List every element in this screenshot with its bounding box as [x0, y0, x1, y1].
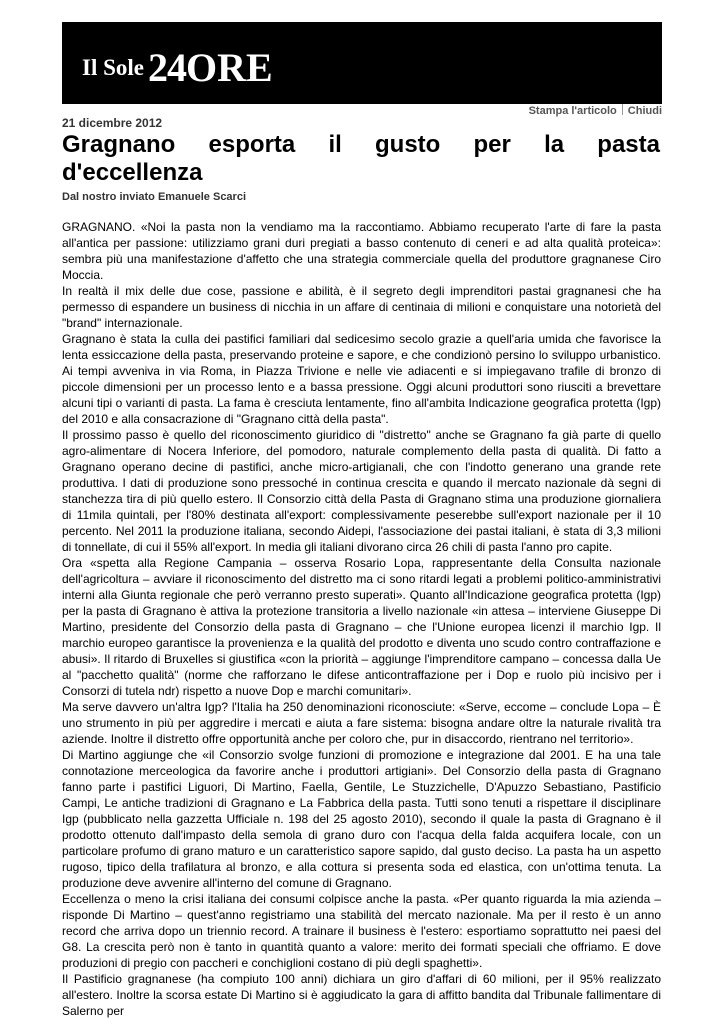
logo-text-24: 24 [147, 45, 186, 90]
article-paragraph: Ora «spetta alla Regione Campania – osserva Rosario Lopa, rappresentante della Consulta nazionale dell'agricoltura – avviare il riconoscimento del distretto ma ci sono ritardi legati a problemi politico-amministrativi interni alla Giunta regionale che però verranno presto superati». Quanto all'Indicazione geografica protetta (Igp) per la pasta di Gragnano è attiva la protezione transitoria a livello nazionale «in attesa – interviene Giuseppe Di Martino, presidente del Consorzio della pasta di Gragnano – che l'Unione europea licenzi il marchio Igp. Il marchio europeo garantisce la provenienza e la qualità del prodotto e diventa uno scudo contro contraffazione e abusi». Il ritardo di Bruxelles si giustifica «con la priorità – aggiunge l'imprenditore campano – concessa dalla Ue al "pacchetto qualità" (norme che rafforzano le difese anticontraffazione per i Dop e ruolo più incisivo per i Consorzi di tutela ndr) rispetto a nuove Dop e marchi comunitari». [62, 556, 661, 698]
article-paragraph: Ma serve davvero un'altra Igp? l'Italia ha 250 denominazioni riconosciute: «Serve, eccome – conclude Lopa – È uno strumento in più per aggredire i mercati e aiuta a fare sistema: bisogna andare oltre la naturale rivalità tra aziende. Inoltre il distretto offre opportunità anche per coloro che, pur in disaccordo, rientrano nel territorio». [62, 700, 661, 746]
article-paragraph: Gragnano è stata la culla dei pastifici familiari dal sedicesimo secolo grazie a quell'aria umida che favorisce la lenta essiccazione della pasta, preservando proteine e sapore, e che condizionò persino lo sviluppo urbanistico. Ai tempi avveniva in via Roma, in Piazza Trivione e nelle vie adiacenti e si impiegavano trafile di bronzo di piccole dimensioni per un processo lento e a bassa pressione. Oggi alcuni produttori sono riusciti a brevettare alcuni tipi o varianti di pasta. La fama è cresciuta lentamente, fino all'ambita Indicazione geografica protetta (Igp) del 2010 e alla consacrazione di "Gragnano città della pasta". [62, 332, 661, 426]
close-link[interactable]: Chiudi [627, 105, 662, 117]
article-paragraph: Eccellenza o meno la crisi italiana dei consumi colpisce anche la pasta. «Per quanto riguarda la mia azienda – risponde Di Martino – quest'anno registriamo una stabilità del mercato nazionale. Ma per il resto è un anno record che arriva dopo un triennio record. A trainare il business è l'estero: esportiamo soprattutto nei paesi del G8. La crescita però non è tanto in quantità quanto a valore: merito dei formati speciali che offriamo. E dove produzioni di pregio con paccheri e conchiglioni costano di più degli spaghetti». [62, 892, 661, 970]
logo-text-il-sole: Il Sole [82, 55, 144, 80]
article-toolbar [529, 104, 662, 117]
article-paragraph: Il Pastificio gragnanese (ha compiuto 100 anni) dichiara un giro d'affari di 60 milioni, per il 95% realizzato all'estero. Inoltre la scorsa estate Di Martino si è aggiudicato la gara di affitto bandita dal Tribunale fallimentare di Salerno per [62, 972, 661, 1018]
article-paragraph: In realtà il mix delle due cose, passione e abilità, è il segreto degli imprenditori pastai gragnanesi che ha permesso di espandere un business di nicchia in un affare di centinaia di milioni e conquistare una notorietà del "brand" internazionale. [62, 284, 661, 330]
logo-text-ore: ORE [185, 45, 273, 90]
article-paragraph: Il prossimo passo è quello del riconoscimento giuridico di "distretto" anche se Gragnano fa già parte di quello agro-alimentare di Nocera Inferiore, del pomodoro, naturale complemento della pasta di qualità. Di fatto a Gragnano operano decine di pastifici, anche micro-artigianali, che con l'indotto generano una grande rete produttiva. I dati di produzione sono pressoché in continua crescita e quando il mercato nazionale dà segni di stanchezza tira di più quello estero. Il Consorzio città della Pasta di Gragnano stima una produzione giornaliera di 11mila quintali, per l'80% destinata all'export: complessivamente peserebbe sull'export nazionale per il 10 percento. Nel 2011 la produzione italiana, secondo Aidepi, l'associazione dei pastai italiani, è stata di 3,3 milioni di tonnellate, di cui il 55% all'export. In media gli italiani divorano circa 26 chili di pasta l'anno pro capite. [62, 428, 661, 554]
article-title-line-1: Gragnano esporta il gusto per la pasta [62, 131, 660, 158]
article-author: Dal nostro inviato Emanuele Scarci [62, 191, 247, 203]
article-paragraph: Di Martino aggiunge che «il Consorzio svolge funzioni di promozione e integrazione dal 2001. E ha una tale connotazione merceologica da favorire anche i produttori artigiani». Del Consorzio della pasta di Gragnano fanno parte i pastifici Liguori, Di Martino, Faella, Gentile, Le Stuzzichelle, D'Apuzzo Sebastiano, Pastificio Campi, Le antiche tradizioni di Gragnano e La Fabbrica della pasta. Tutti sono tenuti a rispettare il disciplinare Igp (pubblicato nella gazzetta Ufficiale n. 198 del 25 agosto 2010), secondo il quale la pasta di Gragnano è il prodotto ottenuto dall'impasto della semola di grano duro con l'acqua della falda acquifera locale, con un particolare profumo di grano maturo e un caratteristico sapore sapido, dal gusto deciso. La pasta ha un aspetto rugoso, tipico della trafilatura al bronzo, e alla cottura si presenta soda ed elastica, con un'ottima tenuta. La produzione deve avvenire all'interno del comune di Gragnano. [62, 748, 661, 890]
newspaper-logo [82, 44, 273, 91]
article-date: 21 dicembre 2012 [62, 116, 163, 130]
print-article-link[interactable]: Stampa l'articolo [528, 105, 617, 117]
article-body [62, 219, 661, 1019]
masthead-banner [62, 22, 662, 104]
article-title-line-2: d'eccellenza [62, 159, 203, 186]
toolbar-divider [622, 104, 623, 115]
article-paragraph: GRAGNANO. «Noi la pasta non la vendiamo ma la raccontiamo. Abbiamo recuperato l'arte di fare la pasta all'antica per passione: utilizziamo grani duri pregiati a basso contenuto di ceneri e ad alta qualità proteica»: sembra più una manifestazione d'affetto che una strategia commerciale quella del produttore gragnanese Ciro Moccia. [62, 220, 661, 282]
article-title [62, 131, 660, 187]
